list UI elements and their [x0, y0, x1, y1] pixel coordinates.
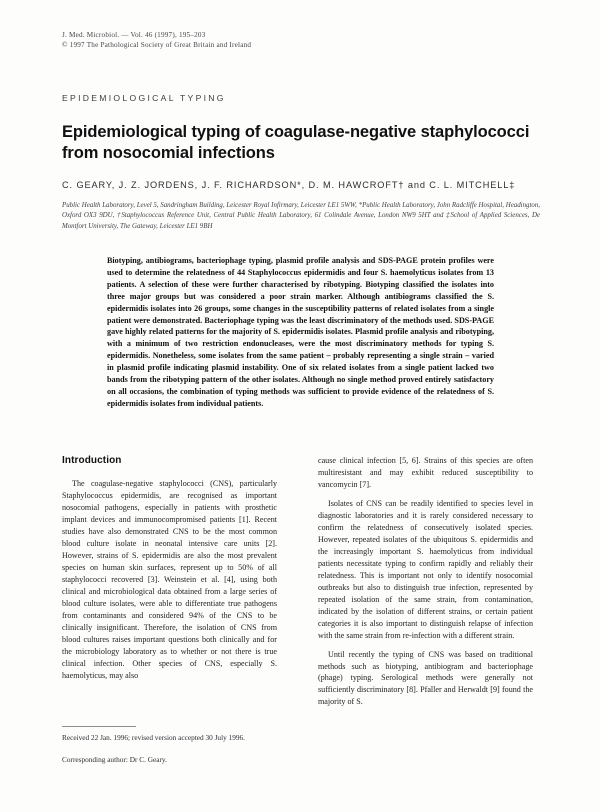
introduction-heading: Introduction — [62, 455, 122, 466]
footnote-block — [62, 726, 277, 765]
abstract-text: Biotyping, antibiograms, bacteriophage typing, plasmid profile analysis and SDS-PAGE protein profiles were used to determine the relatedness of 44 Staphylococcus epidermidis and four S. haemolyticus isolates from 13 patients. A selection of these were further characterised by ribotyping. Biotyping classified the isolates into three major groups but was considered a poor strain marker. Although antibiograms classified the S. epidermidis isolates into 26 groups, some changes in the susceptibility patterns of related isolates from a single patient were demonstrated. Bacteriophage typing was the least discriminatory of the methods used. SDS-PAGE gave highly related patterns for the majority of S. epidermidis isolates. Plasmid profile analysis and ribotyping, with a minimum of two restriction endonucleases, were the most discriminatory methods for typing S. epidermidis. Nonetheless, some isolates from the same patient – probably representing a single strain – varied in plasmid profile indicating plasmid instability. One of six related isolates from a single patient lacked two bands from the ribotyping pattern of the other isolates. Although no single method proved entirely satisfactory on all occasions, the combination of typing methods was sufficient to provide evidence of the relatedness of S. epidermidis isolates from individual patients. — [107, 256, 494, 408]
affiliation-text: Public Health Laboratory, Level 5, Sandringham Building, Leicester Royal Infirmary, Leicester LE1 5WW, *Public Health Laboratory, John Radcliffe Hospital, Headington, Oxford OX3 9DU, †Staphylococcus Reference Unit, Central Public Health Laboratory, 61 Colindale Avenue, London NW9 5HT and ‡School of Applied Sciences, De Montfort University, The Gateway, Leicester LE1 9BH — [62, 202, 540, 230]
journal-citation-line: J. Med. Microbiol. — Vol. 46 (1997), 195–203 — [62, 31, 206, 39]
paragraph: Isolates of CNS can be readily identified to species level in diagnostic laboratories and it is rarely considered necessary to confirm the relatedness of consecutively isolated species. However, repeated isolates of the ubiquitous S. epidermidis and the increasingly important S. haemolyticus from individual patients necessitate typing to confirm rapidly and reliably their relatedness. This is important not only to identify nosocomial outbreaks but also to distinguish true infection, represented by repeated isolation of the same strain, from contamination, indicated by the isolation of different strains, or certain patient categories it is also important to distinguish relapse of infection with the same strain from re-infection with a different strain. — [318, 498, 533, 640]
column-left — [62, 455, 277, 688]
corresponding-author: Corresponding author: Dr C. Geary. — [62, 754, 167, 764]
journal-copyright-line: © 1997 The Pathological Society of Great Britain and Ireland — [62, 41, 252, 50]
paragraph: cause clinical infection [5, 6]. Strains of this species are often multiresistant and may exhibit reduced susceptibility to vancomycin [7]. — [318, 456, 533, 489]
received-date: Received 22 Jan. 1996; revised version accepted 30 July 1996. — [62, 733, 245, 742]
author-list: C. GEARY, J. Z. JORDENS, J. F. RICHARDSON*, D. M. HAWCROFT† and C. L. MITCHELL‡ — [62, 180, 516, 190]
page-title: Epidemiological typing of coagulase-negative staphylococci from nosocomial infections — [62, 123, 530, 163]
section-label: EPIDEMIOLOGICAL TYPING — [62, 93, 226, 103]
paragraph: The coagulase-negative staphylococci (CNS), particularly Staphylococcus epidermidis, are recognised as important nosocomial pathogens, especially in patients with prosthetic implant devices and immunocompromised patients [1]. Recent studies have also demonstrated CNS to be the most common blood culture isolate in neonatal intensive care units [2]. However, strains of S. epidermidis are also the most prevalent species on human skin surfaces, represent up to 50% of all staphylococci recovered [3]. Weinstein et al. [4], using both clinical and microbiological data obtained from a large series of blood culture isolates, were able to differentiate true pathogens from contaminants and considered 94% of the CNS to be clinically insignificant. Therefore, the isolation of CNS from blood cultures raises important questions both clinically and for the microbiology laboratory as to whether or not there is true clinical infection. Other species of CNS, especially S. haemolyticus, may also — [62, 479, 277, 680]
paragraph: Until recently the typing of CNS was based on traditional methods such as biotyping, antibiogram and bacteriophage (phage) typing. Serological methods were generally not sufficiently discriminatory [8]. Pfaller and Herwaldt [9] found the majority of S. — [318, 649, 533, 707]
column-right — [318, 455, 533, 715]
footnote-divider — [62, 726, 136, 727]
journal-header — [62, 30, 362, 51]
